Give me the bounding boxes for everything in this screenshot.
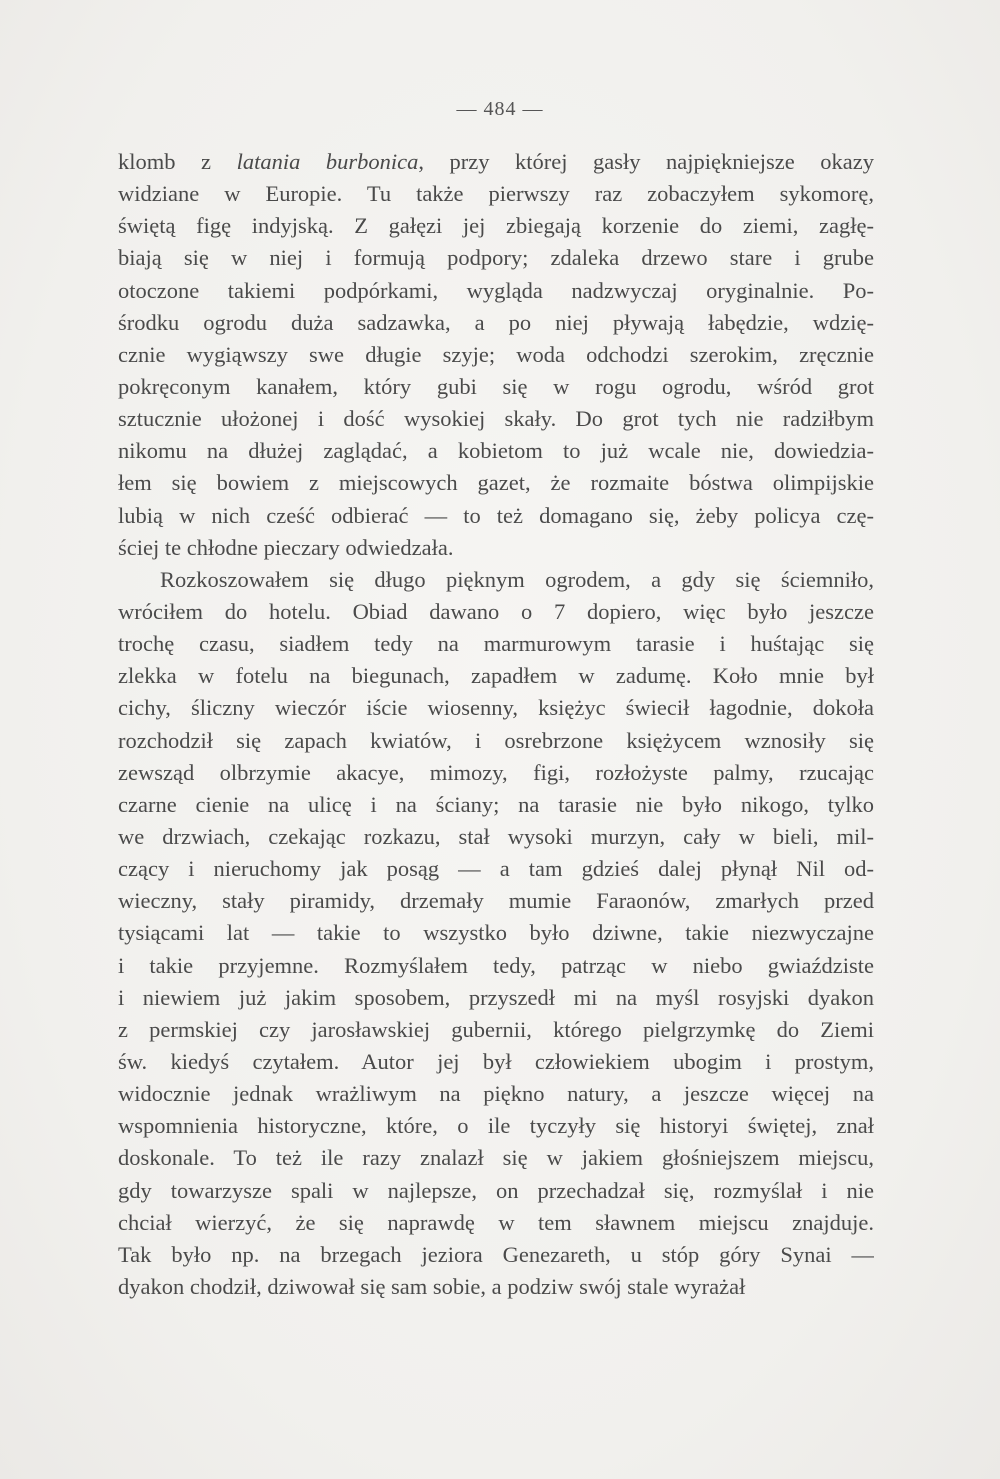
text-line: wieczny, stały piramidy, drzemały mumie Faraonów, zmarłych przed [118, 888, 874, 914]
text-line: św. kiedyś czytałem. Autor jej był człowiekiem ubogim i prostym, [118, 1048, 874, 1074]
paragraph [118, 564, 874, 1303]
text-line: widocznie jednak wrażliwym na piękno natury, a jeszcze więcej na [118, 1081, 874, 1107]
paragraph [118, 146, 874, 564]
body-text [118, 146, 874, 1303]
text-line: cichy, śliczny wieczór iście wiosenny, księżyc świecił łagodnie, dokoła [118, 695, 874, 721]
text-line: widziane w Europie. Tu także pierwszy raz zobaczyłem sykomorę, [118, 181, 874, 207]
text-line: chciał wierzyć, że się naprawdę w tem sławnem miejscu znajduje. [118, 1209, 874, 1235]
text-line: i takie przyjemne. Rozmyślałem tedy, patrząc w niebo gwiaździste [118, 952, 874, 978]
text-line: łem się bowiem z miejscowych gazet, że rozmaite bóstwa olimpijskie [118, 470, 874, 496]
text-line: zewsząd olbrzymie akacye, mimozy, figi, rozłożyste palmy, rzucając [118, 759, 874, 785]
text-segment: klomb z [118, 149, 237, 174]
text-line: trochę czasu, siadłem tedy na marmurowym tarasie i huśtając się [118, 631, 874, 657]
text-line: otoczone takiemi podpórkami, wygląda nadzwyczaj oryginalnie. Po- [118, 277, 874, 303]
text-segment: , przy której gasły najpiękniejsze okazy [418, 149, 874, 174]
text-line: pokręconym kanałem, który gubi się w rogu ogrodu, wśród grot [118, 373, 874, 399]
text-line: Rozkoszowałem się długo pięknym ogrodem, a gdy się ściemniło, [160, 566, 874, 592]
text-line: czarne cienie na ulicę i na ściany; na tarasie nie było nikogo, tylko [118, 791, 874, 817]
text-line: ściej te chłodne pieczary odwiedzała. [118, 534, 454, 560]
text-line: świętą figę indyjską. Z gałęzi jej zbiegają korzenie do ziemi, zagłę- [118, 213, 874, 239]
text-line: zlekka w fotelu na biegunach, zapadłem w zadumę. Koło mnie był [118, 663, 874, 689]
text-line: lubią w nich cześć odbierać — to też domagano się, żeby policya czę- [118, 502, 874, 528]
text-line: sztucznie ułożonej i dość wysokiej skały. Do grot tych nie radziłbym [118, 406, 874, 432]
text-line: środku ogrodu duża sadzawka, a po niej pływają łabędzie, wdzię- [118, 309, 874, 335]
text-line: we drzwiach, czekając rozkazu, stał wysoki murzyn, cały w bieli, mil- [118, 823, 874, 849]
text-line: i niewiem już jakim sposobem, przyszedł mi na myśl rosyjski dyakon [118, 984, 874, 1010]
text-line: dyakon chodził, dziwował się sam sobie, a podziw swój stale wyrażał [118, 1273, 746, 1299]
text-line: cznie wygiąwszy swe długie szyje; woda odchodzi szerokim, zręcznie [118, 341, 874, 367]
italic-phrase: latania burbonica [236, 149, 419, 174]
text-line [118, 146, 874, 178]
text-line: doskonale. To też ile razy znalazł się w jakiem głośniejszem miejscu, [118, 1145, 874, 1171]
text-line: gdy towarzysze spali w najlepsze, on przechadzał się, rozmyślał i nie [118, 1177, 874, 1203]
page-number: — 484 — [456, 98, 544, 120]
text-line: wspomnienia historyczne, które, o ile tyczyły się historyi świętej, znał [118, 1113, 874, 1139]
text-line: biają się w niej i formują podpory; zdaleka drzewo stare i grube [118, 245, 874, 271]
text-line: wróciłem do hotelu. Obiad dawano o 7 dopiero, więc było jeszcze [118, 598, 874, 624]
text-line: nikomu na dłużej zaglądać, a kobietom to już wcale nie, dowiedzia- [118, 438, 874, 464]
text-line: czący i nieruchomy jak posąg — a tam gdzieś dalej płynął Nil od- [118, 856, 874, 882]
text-line: Tak było np. na brzegach jeziora Genezareth, u stóp góry Synai — [118, 1241, 874, 1267]
text-line: rozchodził się zapach kwiatów, i osrebrzone księżycem wznosiły się [118, 727, 874, 753]
text-line: tysiącami lat — takie to wszystko było dziwne, takie niezwyczajne [118, 920, 874, 946]
text-line: z permskiej czy jarosławskiej gubernii, którego pielgrzymkę do Ziemi [118, 1016, 874, 1042]
